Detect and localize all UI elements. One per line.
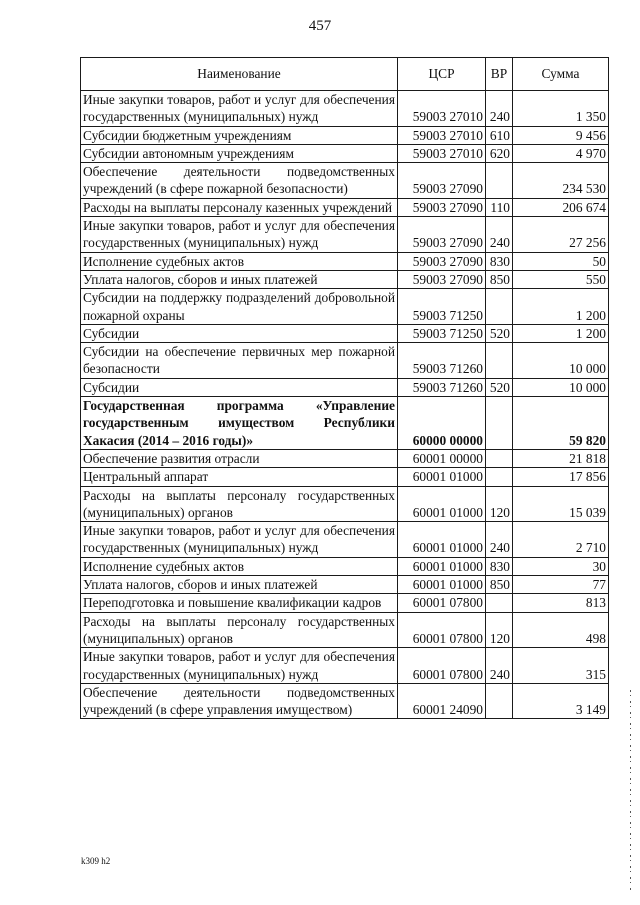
cell-vr — [486, 468, 513, 486]
cell-name: Исполнение судебных актов — [81, 557, 398, 575]
table-row — [81, 324, 609, 342]
table-row — [81, 612, 609, 648]
table-row — [81, 144, 609, 162]
cell-csr: 59003 27090 — [398, 252, 486, 270]
table-row — [81, 449, 609, 467]
cell-sum: 813 — [513, 594, 609, 612]
cell-csr: 60000 00000 — [398, 397, 486, 450]
cell-name: Переподготовка и повышение квалификации кадров — [81, 594, 398, 612]
cell-name: Иные закупки товаров, работ и услуг для обеспечения государственных (муниципальных) нужд — [81, 91, 398, 127]
cell-sum: 27 256 — [513, 217, 609, 253]
cell-csr: 60001 01000 — [398, 486, 486, 522]
table-row — [81, 522, 609, 558]
cell-vr: 520 — [486, 378, 513, 396]
cell-name: Субсидии на поддержку подразделений добровольной пожарной охраны — [81, 289, 398, 325]
cell-vr: 610 — [486, 126, 513, 144]
table-row — [81, 594, 609, 612]
cell-vr: 240 — [486, 522, 513, 558]
cell-csr: 60001 24090 — [398, 683, 486, 719]
cell-vr: 850 — [486, 576, 513, 594]
cell-name: Центральный аппарат — [81, 468, 398, 486]
cell-sum: 10 000 — [513, 378, 609, 396]
header-sum: Сумма — [513, 58, 609, 91]
cell-vr — [486, 397, 513, 450]
cell-sum: 4 970 — [513, 144, 609, 162]
table-row — [81, 557, 609, 575]
table-body — [81, 91, 609, 719]
cell-vr — [486, 289, 513, 325]
cell-csr: 59003 71250 — [398, 289, 486, 325]
table-header-row — [81, 58, 609, 91]
cell-name: Уплата налогов, сборов и иных платежей — [81, 576, 398, 594]
header-csr: ЦСР — [398, 58, 486, 91]
cell-csr: 60001 07800 — [398, 648, 486, 684]
cell-vr: 520 — [486, 324, 513, 342]
cell-vr: 120 — [486, 486, 513, 522]
cell-csr: 60001 07800 — [398, 594, 486, 612]
cell-name: Расходы на выплаты персоналу государственных (муниципальных) органов — [81, 486, 398, 522]
table-row — [81, 126, 609, 144]
cell-csr: 59003 27090 — [398, 270, 486, 288]
header-name: Наименование — [81, 58, 398, 91]
cell-sum: 315 — [513, 648, 609, 684]
cell-vr — [486, 449, 513, 467]
cell-vr — [486, 343, 513, 379]
cell-name: Иные закупки товаров, работ и услуг для обеспечения государственных (муниципальных) нужд — [81, 522, 398, 558]
cell-csr: 60001 01000 — [398, 468, 486, 486]
cell-sum: 1 200 — [513, 324, 609, 342]
cell-sum: 15 039 — [513, 486, 609, 522]
cell-sum: 77 — [513, 576, 609, 594]
table-row — [81, 252, 609, 270]
table-row — [81, 270, 609, 288]
cell-vr — [486, 683, 513, 719]
table-row — [81, 91, 609, 127]
cell-name: Субсидии — [81, 378, 398, 396]
header-vr: ВР — [486, 58, 513, 91]
budget-table — [80, 57, 609, 719]
cell-sum: 3 149 — [513, 683, 609, 719]
cell-sum: 550 — [513, 270, 609, 288]
cell-sum: 498 — [513, 612, 609, 648]
cell-sum: 206 674 — [513, 198, 609, 216]
cell-vr: 830 — [486, 557, 513, 575]
page-number: 457 — [308, 18, 332, 34]
table-row — [81, 683, 609, 719]
cell-name: Субсидии на обеспечение первичных мер пожарной безопасности — [81, 343, 398, 379]
cell-vr: 240 — [486, 91, 513, 127]
cell-sum: 234 530 — [513, 163, 609, 199]
cell-sum: 10 000 — [513, 343, 609, 379]
cell-sum: 59 820 — [513, 397, 609, 450]
cell-sum: 1 350 — [513, 91, 609, 127]
cell-sum: 30 — [513, 557, 609, 575]
cell-vr: 830 — [486, 252, 513, 270]
table-row — [81, 576, 609, 594]
table-row — [81, 486, 609, 522]
cell-sum: 2 710 — [513, 522, 609, 558]
cell-name: Исполнение судебных актов — [81, 252, 398, 270]
cell-vr: 110 — [486, 198, 513, 216]
scan-edge-mark — [629, 690, 632, 890]
cell-csr: 60001 07800 — [398, 612, 486, 648]
footer-code: k309 h2 — [81, 856, 111, 866]
cell-csr: 59003 27090 — [398, 217, 486, 253]
cell-sum: 17 856 — [513, 468, 609, 486]
cell-vr — [486, 163, 513, 199]
cell-name: Субсидии бюджетным учреждениям — [81, 126, 398, 144]
cell-vr: 240 — [486, 648, 513, 684]
table-row — [81, 468, 609, 486]
cell-csr: 59003 71250 — [398, 324, 486, 342]
table-row — [81, 343, 609, 379]
cell-name: Иные закупки товаров, работ и услуг для обеспечения государственных (муниципальных) нужд — [81, 648, 398, 684]
cell-csr: 59003 27090 — [398, 163, 486, 199]
table-row — [81, 648, 609, 684]
cell-name: Субсидии — [81, 324, 398, 342]
cell-vr — [486, 594, 513, 612]
cell-name: Расходы на выплаты персоналу государственных (муниципальных) органов — [81, 612, 398, 648]
cell-csr: 59003 27010 — [398, 126, 486, 144]
cell-name: Расходы на выплаты персоналу казенных учреждений — [81, 198, 398, 216]
cell-name: Уплата налогов, сборов и иных платежей — [81, 270, 398, 288]
cell-csr: 59003 27090 — [398, 198, 486, 216]
cell-csr: 60001 00000 — [398, 449, 486, 467]
table-row — [81, 198, 609, 216]
cell-csr: 59003 27010 — [398, 91, 486, 127]
cell-name: Государственная программа «Управление государственным имуществом Республики Хакасия (2014 – 2016 годы)» — [81, 397, 398, 450]
table-row — [81, 289, 609, 325]
cell-name: Обеспечение развития отрасли — [81, 449, 398, 467]
cell-vr: 620 — [486, 144, 513, 162]
table-row — [81, 397, 609, 450]
table-row — [81, 217, 609, 253]
cell-vr: 120 — [486, 612, 513, 648]
cell-csr: 60001 01000 — [398, 522, 486, 558]
cell-csr: 60001 01000 — [398, 576, 486, 594]
table-row — [81, 378, 609, 396]
cell-sum: 50 — [513, 252, 609, 270]
cell-name: Иные закупки товаров, работ и услуг для обеспечения государственных (муниципальных) нужд — [81, 217, 398, 253]
cell-name: Обеспечение деятельности подведомственных учреждений (в сфере пожарной безопасности) — [81, 163, 398, 199]
cell-vr: 240 — [486, 217, 513, 253]
cell-csr: 59003 71260 — [398, 343, 486, 379]
cell-sum: 9 456 — [513, 126, 609, 144]
cell-vr: 850 — [486, 270, 513, 288]
table-row — [81, 163, 609, 199]
cell-sum: 21 818 — [513, 449, 609, 467]
cell-name: Обеспечение деятельности подведомственных учреждений (в сфере управления имуществом) — [81, 683, 398, 719]
cell-sum: 1 200 — [513, 289, 609, 325]
cell-csr: 59003 27010 — [398, 144, 486, 162]
cell-csr: 60001 01000 — [398, 557, 486, 575]
cell-name: Субсидии автономным учреждениям — [81, 144, 398, 162]
cell-csr: 59003 71260 — [398, 378, 486, 396]
